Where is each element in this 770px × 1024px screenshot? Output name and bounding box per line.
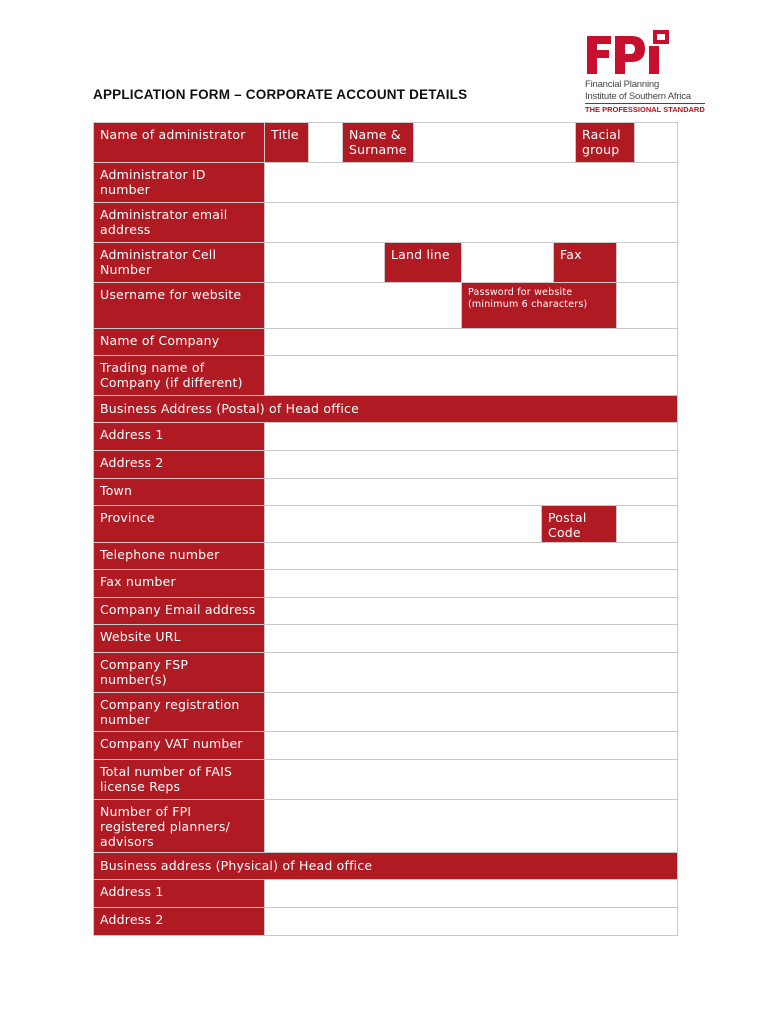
fpi-logo bbox=[583, 28, 705, 114]
landline-label: Land line bbox=[385, 243, 462, 283]
admin-name-label: Name of administrator bbox=[94, 123, 265, 163]
fsp-row bbox=[94, 653, 678, 693]
password-input[interactable] bbox=[617, 283, 677, 298]
company-email-label: Company Email address bbox=[94, 598, 265, 625]
postal-code-field[interactable] bbox=[617, 506, 678, 543]
company-email-input[interactable] bbox=[265, 598, 677, 613]
racial-group-label: Racial group bbox=[576, 123, 635, 163]
physical-address-section-header: Business address (Physical) of Head office bbox=[94, 853, 678, 880]
company-name-row bbox=[94, 329, 678, 356]
password-label: Password for website (minimum 6 characters) bbox=[462, 283, 617, 329]
province-row bbox=[94, 506, 678, 543]
postal-address-section-header: Business Address (Postal) of Head office bbox=[94, 396, 678, 423]
website-row bbox=[94, 625, 678, 653]
trading-name-label: Trading name of Company (if different) bbox=[94, 356, 265, 396]
fpi-logo-icon bbox=[583, 28, 675, 76]
admin-cell-label: Administrator Cell Number bbox=[94, 243, 265, 283]
physical-address1-label: Address 1 bbox=[94, 880, 265, 908]
trading-name-field[interactable] bbox=[265, 356, 678, 396]
physical-address1-field[interactable] bbox=[265, 880, 678, 908]
landline-input[interactable] bbox=[462, 243, 553, 258]
admin-id-input[interactable] bbox=[265, 163, 677, 178]
admin-fax-label: Fax bbox=[554, 243, 617, 283]
admin-id-field[interactable] bbox=[265, 163, 678, 203]
name-surname-input[interactable] bbox=[414, 123, 575, 138]
landline-field[interactable] bbox=[462, 243, 554, 283]
company-name-field[interactable] bbox=[265, 329, 678, 356]
postal-address2-field[interactable] bbox=[265, 451, 678, 479]
title-label: Title bbox=[265, 123, 309, 163]
racial-group-input[interactable] bbox=[635, 123, 677, 138]
title-input[interactable] bbox=[309, 123, 342, 138]
vat-row bbox=[94, 732, 678, 760]
town-row bbox=[94, 479, 678, 506]
postal-code-input[interactable] bbox=[617, 506, 677, 521]
fais-reps-field[interactable] bbox=[265, 760, 678, 800]
username-field[interactable] bbox=[265, 283, 462, 329]
fsp-number-label: Company FSP number(s) bbox=[94, 653, 265, 693]
fpi-planners-field[interactable] bbox=[265, 800, 678, 853]
username-row bbox=[94, 283, 678, 329]
postal-address2-input[interactable] bbox=[265, 451, 677, 466]
telephone-label: Telephone number bbox=[94, 543, 265, 570]
website-url-input[interactable] bbox=[265, 625, 677, 640]
username-input[interactable] bbox=[265, 283, 461, 298]
page-title: APPLICATION FORM – CORPORATE ACCOUNT DETAILS bbox=[93, 87, 468, 102]
telephone-row bbox=[94, 543, 678, 570]
corporate-account-form bbox=[93, 122, 678, 936]
physical-address2-input[interactable] bbox=[265, 908, 677, 923]
company-email-row bbox=[94, 598, 678, 625]
logo-tagline: THE PROFESSIONAL STANDARD bbox=[585, 105, 705, 114]
postal-code-label: Postal Code bbox=[542, 506, 617, 543]
fsp-number-input[interactable] bbox=[265, 653, 677, 668]
website-url-label: Website URL bbox=[94, 625, 265, 653]
telephone-input[interactable] bbox=[265, 543, 677, 558]
admin-fax-input[interactable] bbox=[617, 243, 677, 258]
telephone-field[interactable] bbox=[265, 543, 678, 570]
postal-address1-input[interactable] bbox=[265, 423, 677, 438]
physical-section-row bbox=[94, 853, 678, 880]
logo-line-2: Institute of Southern Africa bbox=[585, 91, 691, 102]
fax-number-input[interactable] bbox=[265, 570, 677, 585]
fax-number-label: Fax number bbox=[94, 570, 265, 598]
admin-email-input[interactable] bbox=[265, 203, 677, 218]
vat-number-input[interactable] bbox=[265, 732, 677, 747]
registration-number-label: Company registration number bbox=[94, 693, 265, 732]
postal-address2-row bbox=[94, 451, 678, 479]
admin-email-label: Administrator email address bbox=[94, 203, 265, 243]
province-input[interactable] bbox=[265, 506, 541, 521]
admin-id-row bbox=[94, 163, 678, 203]
postal-section-row bbox=[94, 396, 678, 423]
fax-row bbox=[94, 570, 678, 598]
username-label: Username for website bbox=[94, 283, 265, 329]
physical-address1-row bbox=[94, 880, 678, 908]
town-field[interactable] bbox=[265, 479, 678, 506]
fsp-number-field[interactable] bbox=[265, 653, 678, 693]
admin-id-label: Administrator ID number bbox=[94, 163, 265, 203]
admin-cell-field[interactable] bbox=[265, 243, 385, 283]
postal-address1-row bbox=[94, 423, 678, 451]
title-field[interactable] bbox=[309, 123, 343, 163]
town-label: Town bbox=[94, 479, 265, 506]
registration-number-field[interactable] bbox=[265, 693, 678, 732]
physical-address2-row bbox=[94, 908, 678, 936]
name-surname-field[interactable] bbox=[414, 123, 576, 163]
password-field[interactable] bbox=[617, 283, 678, 329]
trading-name-input[interactable] bbox=[265, 356, 677, 371]
province-field[interactable] bbox=[265, 506, 542, 543]
trading-name-row bbox=[94, 356, 678, 396]
admin-email-field[interactable] bbox=[265, 203, 678, 243]
admin-fax-field[interactable] bbox=[617, 243, 678, 283]
vat-number-field[interactable] bbox=[265, 732, 678, 760]
vat-number-label: Company VAT number bbox=[94, 732, 265, 760]
fais-reps-input[interactable] bbox=[265, 760, 677, 775]
postal-address1-label: Address 1 bbox=[94, 423, 265, 451]
admin-name-row bbox=[94, 123, 678, 163]
fpi-planners-input[interactable] bbox=[265, 800, 677, 815]
registration-row bbox=[94, 693, 678, 732]
admin-email-row bbox=[94, 203, 678, 243]
fais-reps-row bbox=[94, 760, 678, 800]
province-label: Province bbox=[94, 506, 265, 543]
physical-address1-input[interactable] bbox=[265, 880, 677, 895]
company-name-label: Name of Company bbox=[94, 329, 265, 356]
website-url-field[interactable] bbox=[265, 625, 678, 653]
fais-reps-label: Total number of FAIS license Reps bbox=[94, 760, 265, 800]
town-input[interactable] bbox=[265, 479, 677, 494]
postal-address1-field[interactable] bbox=[265, 423, 678, 451]
fpi-planners-row bbox=[94, 800, 678, 853]
physical-address2-label: Address 2 bbox=[94, 908, 265, 936]
logo-line-1: Financial Planning bbox=[585, 79, 660, 90]
company-email-field[interactable] bbox=[265, 598, 678, 625]
company-name-input[interactable] bbox=[265, 329, 677, 344]
postal-address2-label: Address 2 bbox=[94, 451, 265, 479]
physical-address2-field[interactable] bbox=[265, 908, 678, 936]
racial-group-field[interactable] bbox=[635, 123, 678, 163]
name-surname-label: Name & Surname bbox=[343, 123, 414, 163]
admin-cell-input[interactable] bbox=[265, 243, 384, 258]
admin-cell-row bbox=[94, 243, 678, 283]
registration-number-input[interactable] bbox=[265, 693, 677, 708]
fax-number-field[interactable] bbox=[265, 570, 678, 598]
fpi-planners-label: Number of FPI registered planners/ advisors bbox=[94, 800, 265, 853]
